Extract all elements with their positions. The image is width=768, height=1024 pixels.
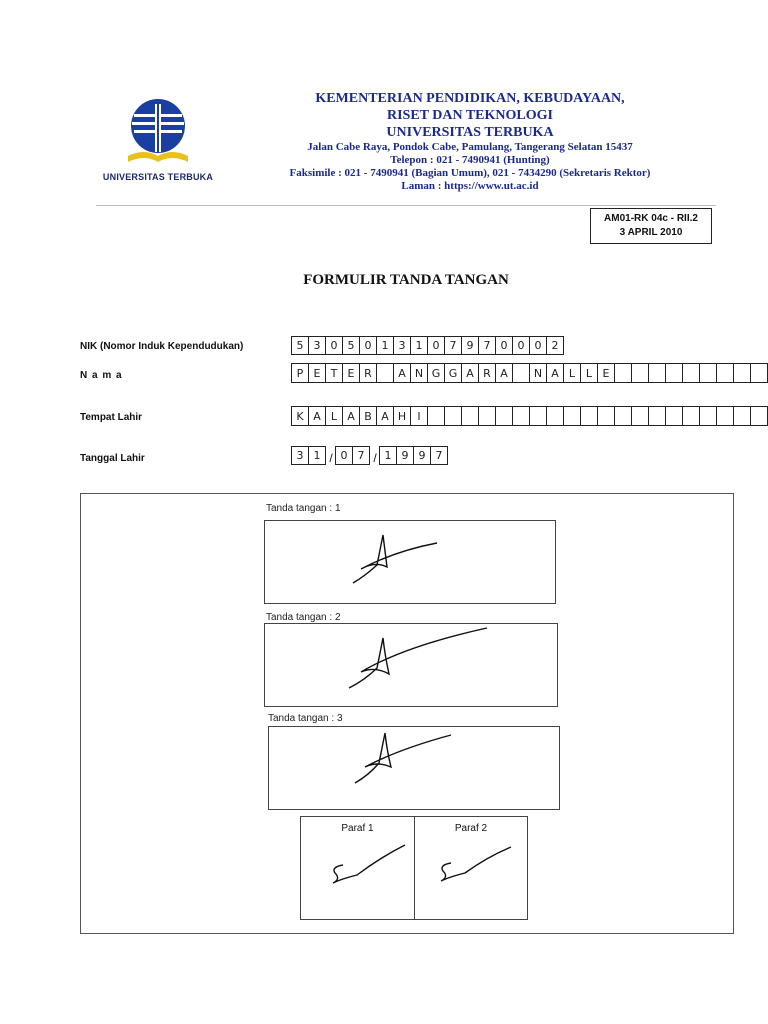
tempat-lahir-cell[interactable] [563, 406, 581, 426]
tanggal-day-cell[interactable]: 1 [308, 446, 326, 465]
nama-cell[interactable]: L [563, 363, 581, 383]
nama-cell[interactable] [648, 363, 666, 383]
nik-cell[interactable]: 7 [478, 336, 496, 355]
nik-cell[interactable]: 5 [342, 336, 360, 355]
paraf-2-label: Paraf 2 [454, 823, 488, 834]
nama-label: N a m a [80, 370, 123, 381]
nik-cell[interactable]: 1 [376, 336, 394, 355]
nama-cell[interactable]: N [529, 363, 547, 383]
paraf-1-box[interactable] [301, 817, 414, 919]
nama-cell[interactable]: N [410, 363, 428, 383]
paraf-table [300, 816, 528, 920]
tanggal-year-cell[interactable]: 1 [379, 446, 397, 465]
nik-cell[interactable]: 5 [291, 336, 309, 355]
nama-field[interactable] [292, 363, 768, 383]
tempat-lahir-label: Tempat Lahir [80, 412, 143, 423]
nama-cell[interactable]: E [597, 363, 615, 383]
ut-emblem-icon [124, 98, 192, 168]
document-code: AM01-RK 04c - RII.2 [604, 213, 698, 224]
nama-cell[interactable]: E [342, 363, 360, 383]
nik-cell[interactable]: 0 [529, 336, 547, 355]
tempat-lahir-cell[interactable] [716, 406, 734, 426]
tempat-lahir-cell[interactable] [665, 406, 683, 426]
tanggal-lahir-label: Tanggal Lahir [80, 453, 145, 464]
nama-cell[interactable] [665, 363, 683, 383]
tempat-lahir-cell[interactable]: L [325, 406, 343, 426]
tanggal-day-cell[interactable]: 3 [291, 446, 309, 465]
tanggal-month-cell[interactable]: 0 [335, 446, 353, 465]
signature-2-box[interactable] [264, 623, 558, 707]
fax: Faksimile : 021 - 7490941 (Bagian Umum), 021 - 7434290 (Sekretaris Rektor) [289, 167, 651, 179]
tempat-lahir-cell[interactable]: A [308, 406, 326, 426]
date-separator: / [373, 451, 377, 465]
tempat-lahir-cell[interactable] [750, 406, 768, 426]
nama-cell[interactable]: P [291, 363, 309, 383]
paraf-2-box[interactable] [414, 817, 527, 919]
signature-3-label: Tanda tangan : 3 [268, 713, 343, 724]
tempat-lahir-cell[interactable] [444, 406, 462, 426]
nik-cell[interactable]: 3 [393, 336, 411, 355]
tempat-lahir-cell[interactable] [648, 406, 666, 426]
tempat-lahir-cell[interactable]: B [359, 406, 377, 426]
tempat-lahir-cell[interactable]: H [393, 406, 411, 426]
tanggal-year-cell[interactable]: 9 [396, 446, 414, 465]
nama-cell[interactable]: R [478, 363, 496, 383]
nama-cell[interactable]: L [580, 363, 598, 383]
signature-1-box[interactable] [264, 520, 556, 604]
ministry-line-2: RISET DAN TEKNOLOGI [387, 108, 553, 123]
letterhead [240, 90, 700, 193]
nama-cell[interactable]: A [495, 363, 513, 383]
nama-cell[interactable] [376, 363, 394, 383]
nama-cell[interactable]: G [427, 363, 445, 383]
tanggal-year-cell[interactable]: 7 [430, 446, 448, 465]
nik-cell[interactable]: 0 [359, 336, 377, 355]
tanggal-month-cell[interactable]: 7 [352, 446, 370, 465]
website: Laman : https://www.ut.ac.id [401, 180, 539, 192]
ministry-line-1: KEMENTERIAN PENDIDIKAN, KEBUDAYAAN, [315, 91, 625, 106]
tempat-lahir-cell[interactable]: K [291, 406, 309, 426]
tempat-lahir-cell[interactable] [580, 406, 598, 426]
nik-label: NIK (Nomor Induk Kependudukan) [80, 341, 244, 352]
tempat-lahir-cell[interactable] [682, 406, 700, 426]
nama-cell[interactable] [716, 363, 734, 383]
nik-field[interactable] [292, 336, 564, 355]
nik-cell[interactable]: 1 [410, 336, 428, 355]
nama-cell[interactable]: T [325, 363, 343, 383]
paraf-1-label: Paraf 1 [341, 823, 374, 834]
nik-cell[interactable]: 0 [512, 336, 530, 355]
signature-1-handwriting [265, 521, 557, 605]
tempat-lahir-cell[interactable] [427, 406, 445, 426]
signature-2-label: Tanda tangan : 2 [266, 612, 341, 623]
logo-caption: UNIVERSITAS TERBUKA [102, 172, 214, 182]
tempat-lahir-cell[interactable] [529, 406, 547, 426]
nik-cell[interactable]: 3 [308, 336, 326, 355]
signature-3-handwriting [269, 727, 561, 811]
university-logo [96, 98, 220, 188]
nik-cell[interactable]: 0 [325, 336, 343, 355]
tempat-lahir-cell[interactable]: I [410, 406, 428, 426]
nama-cell[interactable] [699, 363, 717, 383]
nik-cell[interactable]: 0 [427, 336, 445, 355]
tempat-lahir-cell[interactable]: A [342, 406, 360, 426]
tempat-lahir-cell[interactable] [699, 406, 717, 426]
tempat-lahir-cell[interactable] [597, 406, 615, 426]
tempat-lahir-cell[interactable]: A [376, 406, 394, 426]
nik-cell[interactable]: 2 [546, 336, 564, 355]
signature-1-label: Tanda tangan : 1 [266, 503, 341, 514]
document-reference [590, 208, 712, 244]
nik-cell[interactable]: 0 [495, 336, 513, 355]
nama-cell[interactable]: R [359, 363, 377, 383]
tempat-lahir-cell[interactable] [546, 406, 564, 426]
phone: Telepon : 021 - 7490941 (Hunting) [390, 154, 550, 166]
document-date: 3 APRIL 2010 [619, 227, 683, 238]
tempat-lahir-field[interactable] [292, 406, 768, 426]
tempat-lahir-cell[interactable] [631, 406, 649, 426]
date-separator: / [329, 451, 333, 465]
tempat-lahir-cell[interactable] [614, 406, 632, 426]
nama-cell[interactable]: A [393, 363, 411, 383]
nama-cell[interactable]: G [444, 363, 462, 383]
nik-cell[interactable]: 9 [461, 336, 479, 355]
nama-cell[interactable]: E [308, 363, 326, 383]
tanggal-year-cell[interactable]: 9 [413, 446, 431, 465]
nama-cell[interactable] [733, 363, 751, 383]
nama-cell[interactable]: A [461, 363, 479, 383]
signature-2-handwriting [265, 624, 559, 708]
nama-cell[interactable] [682, 363, 700, 383]
form-title: FORMULIR TANDA TANGAN [303, 272, 509, 288]
header-divider [96, 205, 716, 206]
tempat-lahir-cell[interactable] [733, 406, 751, 426]
tempat-lahir-cell[interactable] [512, 406, 530, 426]
nama-cell[interactable] [631, 363, 649, 383]
nama-cell[interactable]: A [546, 363, 564, 383]
tanggal-lahir-field[interactable] [292, 446, 448, 465]
nama-cell[interactable] [614, 363, 632, 383]
nama-cell[interactable] [512, 363, 530, 383]
tempat-lahir-cell[interactable] [478, 406, 496, 426]
tempat-lahir-cell[interactable] [461, 406, 479, 426]
nama-cell[interactable] [750, 363, 768, 383]
tempat-lahir-cell[interactable] [495, 406, 513, 426]
university-name: UNIVERSITAS TERBUKA [386, 125, 554, 140]
signature-3-box[interactable] [268, 726, 560, 810]
nik-cell[interactable]: 7 [444, 336, 462, 355]
address: Jalan Cabe Raya, Pondok Cabe, Pamulang, Tangerang Selatan 15437 [307, 141, 633, 153]
